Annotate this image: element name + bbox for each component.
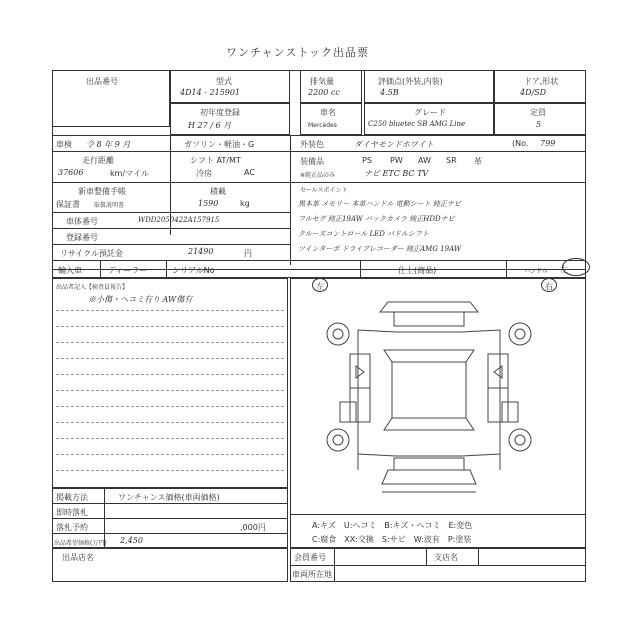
equipment-label: 装備品 — [300, 157, 324, 166]
hope-value: ,000円 — [240, 523, 266, 532]
note-rule — [56, 342, 284, 343]
legend-row-1: A:キズ U:ヘコミ B:キズ・ヘコミ E:変色 — [312, 521, 473, 530]
maker-label: 車名 — [320, 108, 336, 117]
exterior-color-label: 外装色 — [300, 140, 324, 149]
exterior-color-value: ダイヤモンドホワイト — [354, 140, 434, 149]
divider — [426, 548, 427, 565]
note-rule — [56, 422, 284, 423]
divider — [52, 518, 288, 519]
method-value: ワンチャンス価格(車両価格) — [118, 493, 220, 502]
displacement-value: 2200 cc — [308, 88, 340, 97]
sheet-title: ワンチャンストック出品票 — [226, 46, 370, 59]
loaded-weight-label: 積載 — [210, 187, 226, 196]
recycle-value: 21490 — [188, 247, 214, 256]
note-rule — [56, 326, 284, 327]
doors-label: ドア,形状 — [524, 77, 559, 86]
steering-value: 左 — [560, 265, 568, 274]
exhibitor-label: 出品店名 — [62, 553, 94, 562]
modified-value: ナビ ETC BC TV — [364, 169, 429, 178]
steering-label: ハンドル — [524, 268, 549, 275]
divider — [290, 514, 586, 515]
chassis-label: 車体番号 — [66, 217, 98, 226]
color-no-value: 799 — [540, 139, 556, 148]
start-label: 出品希望価格(万円) — [54, 540, 107, 547]
equipment-pw: PW — [390, 156, 403, 165]
chassis-value: WDD2050422A157915 — [138, 216, 220, 224]
equipment-leather: 革 — [474, 157, 482, 166]
sales-line-3: クルーズコントロール LED パドルシフト — [298, 230, 429, 238]
recycle-unit: 円 — [244, 249, 252, 258]
note-rule — [56, 406, 284, 407]
notes-label: 出品者記入【検査員報告】 — [56, 284, 129, 291]
equipment-sr: SR — [446, 156, 457, 165]
import-label: 輸入車 — [58, 266, 82, 275]
note-rule — [56, 470, 284, 471]
color-no-label: (No. — [512, 139, 529, 148]
import-dealer: ディーラー — [108, 266, 148, 275]
sales-line-1: 黒本革 メモリー 本革ハンドル 電動シート 純正ナビ — [298, 200, 461, 208]
weight-value: 1590 — [198, 199, 219, 208]
method-label: 掲載方法 — [56, 493, 88, 502]
divider — [52, 244, 290, 245]
capacity-label: 定員 — [530, 108, 546, 117]
sales-points-label: セールスポイント — [300, 187, 348, 194]
hope-label: 落札予約 — [56, 523, 88, 532]
manual-label: 取扱説明書 — [94, 202, 125, 209]
left-mark-circle — [312, 278, 328, 292]
location-label: 車両所在地 — [292, 570, 332, 579]
diagram-right-label: 右 — [545, 282, 553, 291]
note-rule — [56, 390, 284, 391]
mileage-label: 走行距離 — [82, 156, 114, 165]
capacity-value: 5 — [536, 120, 542, 129]
cooling-label: 冷房 — [196, 169, 212, 178]
doors-value: 4D/SD — [520, 88, 547, 97]
warranty-value: 保証書 — [56, 200, 80, 209]
diagram-left-label: 左 — [316, 282, 324, 291]
mileage-value: 37606 — [58, 168, 84, 177]
score-value: 4.5B — [380, 88, 399, 97]
sales-line-2: フルセグ 純正19AW バックカメラ 純正HDDナビ — [298, 215, 455, 223]
right-mark-circle — [541, 278, 557, 292]
divider — [290, 565, 586, 566]
divider — [52, 151, 586, 152]
reg-no-label: 登録番号 — [66, 233, 98, 242]
displacement-label: 排気量 — [310, 77, 334, 86]
divider — [52, 135, 586, 136]
divider — [52, 212, 290, 213]
score-label: 評価点(外装,内装) — [378, 77, 443, 86]
mileage-unit: km/マイル — [110, 169, 149, 178]
divider — [166, 260, 167, 278]
divider — [506, 260, 507, 278]
grade-value: C250 bluetec SB AMG Line — [368, 120, 466, 128]
kanban-label: 仕上(商品) — [398, 266, 437, 275]
maker-value: Mercedes — [308, 122, 337, 129]
divider — [52, 182, 586, 183]
immediate-label: 即時落札 — [56, 508, 88, 517]
inspection-label: 車検 — [56, 140, 72, 149]
notes-line-1: ※小傷・ヘコミ有り AW傷有 — [88, 295, 193, 304]
sales-line-4: ツインターボ ドライブレコーダー 純正AMG 19AW — [298, 245, 462, 253]
note-rule — [56, 310, 284, 311]
modified-label: ※純正品のみ — [300, 172, 336, 179]
note-rule — [56, 358, 284, 359]
first-reg-value: H 27 / 6 月 — [188, 121, 232, 130]
model-label: 型式 — [216, 77, 232, 86]
equipment-aw: AW — [418, 156, 431, 165]
cooling-value: AC — [244, 168, 255, 177]
grade-label: グレード — [414, 108, 446, 117]
fuel-label: ガソリン・軽油・G — [184, 140, 255, 149]
inspection-value: 令 8 年 9 月 — [86, 140, 131, 149]
member-label: 会員番号 — [294, 553, 326, 562]
divider — [478, 548, 479, 565]
start-value: 2,450 — [120, 536, 143, 545]
note-rule — [56, 374, 284, 375]
model-value: 4D14 - 215901 — [180, 88, 241, 97]
divider — [360, 260, 361, 278]
divider — [100, 260, 101, 278]
steering-circle — [562, 258, 590, 276]
note-rule — [56, 438, 284, 439]
note-rule — [56, 454, 284, 455]
equipment-ps: PS — [362, 156, 372, 165]
divider — [52, 533, 288, 534]
divider — [52, 228, 290, 229]
legend-row-2: C:腐食 XX:交換 S:サビ W:波有 P:塗装 — [312, 535, 472, 544]
weight-unit: kg — [240, 199, 250, 208]
recycle-label: リサイクル預託金 — [60, 249, 123, 258]
divider — [290, 135, 291, 265]
lot-label: 出品番号 — [86, 77, 118, 86]
warranty-label: 新車整備手帳 — [78, 187, 126, 196]
shift-label: シフト AT/MT — [190, 156, 241, 165]
divider — [52, 503, 288, 504]
import-serial: シリアルNo — [172, 266, 215, 275]
car-diagram — [300, 292, 580, 512]
first-reg-label: 初年度登録 — [200, 108, 240, 117]
branch-label: 支店名 — [434, 553, 458, 562]
